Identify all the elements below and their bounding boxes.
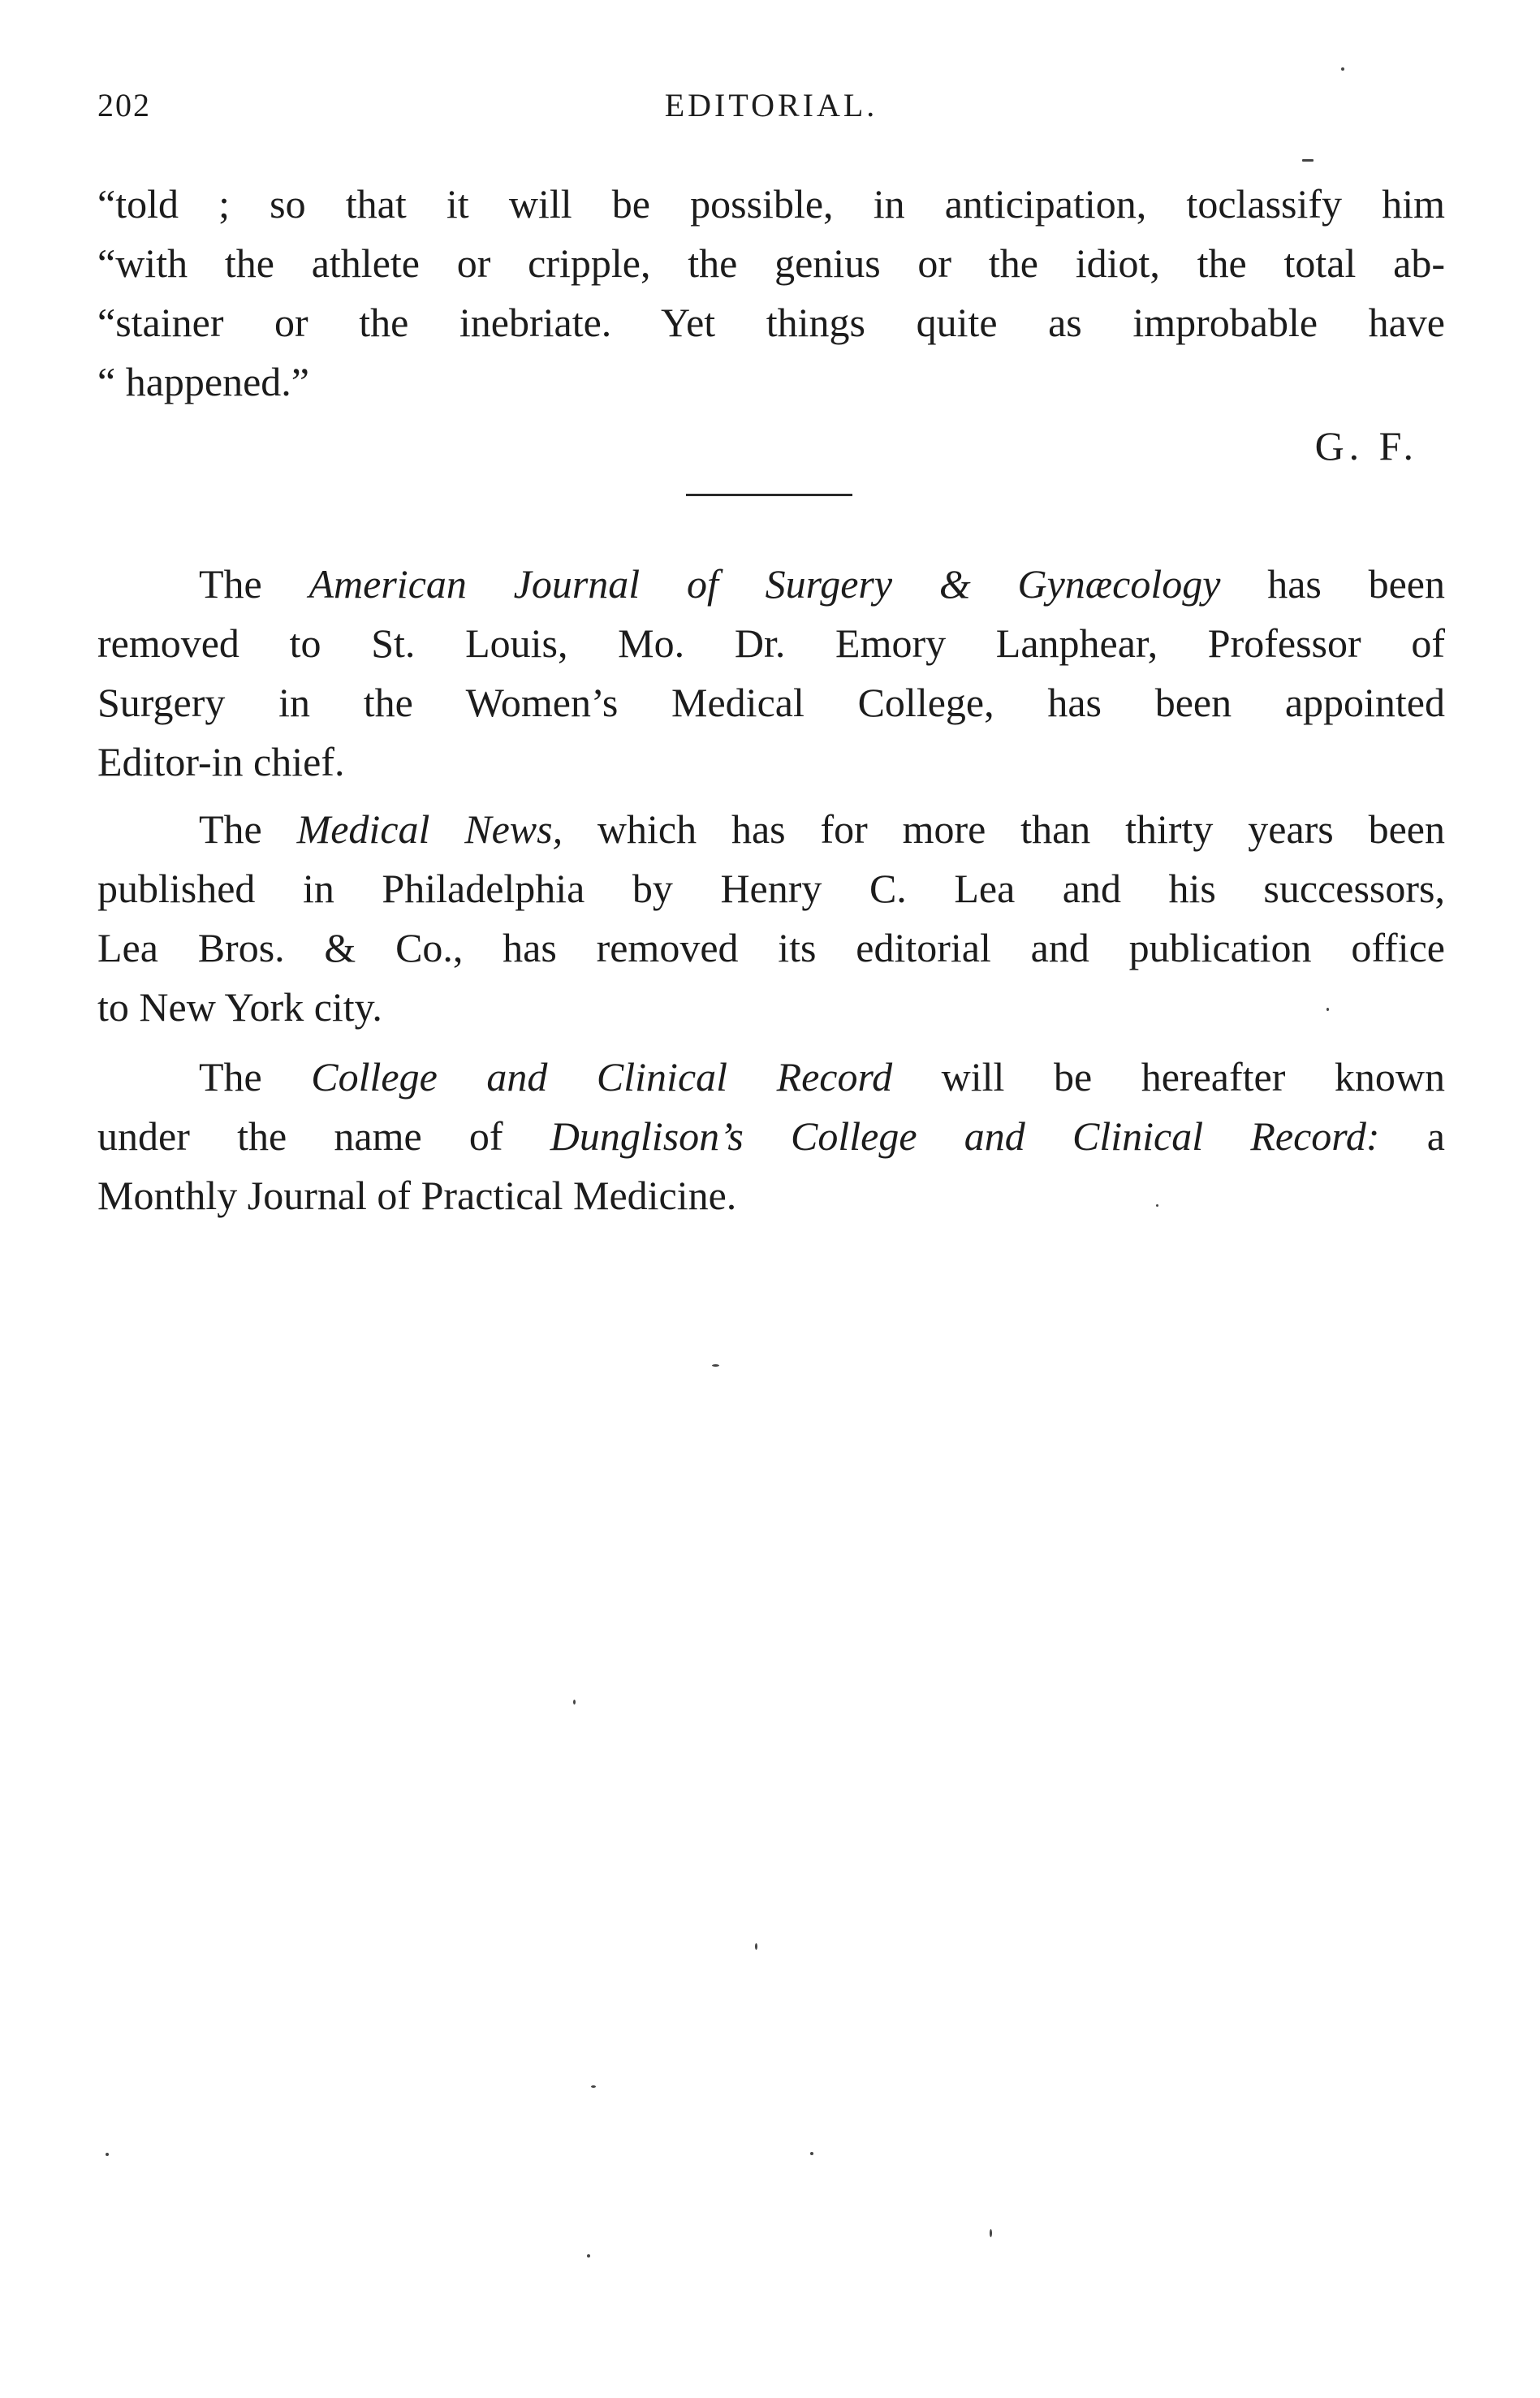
paragraph-line: Surgery in the Women’s Medical College, has been appointed <box>97 680 1445 725</box>
quote-line: “ happened.” <box>97 359 309 404</box>
scan-speck <box>591 2085 596 2088</box>
scan-speck <box>755 1943 757 1950</box>
paragraph-surgery-journal <box>97 555 1445 792</box>
quote-line: “stainer or the inebriate. Yet things quite as improbable have <box>97 300 1445 345</box>
scan-speck <box>587 2254 590 2258</box>
scan-speck <box>810 2152 813 2155</box>
scan-speck <box>712 1364 719 1367</box>
scan-speck <box>1326 1008 1329 1011</box>
quote-block <box>97 175 1445 412</box>
journal-title: Medical News, <box>296 806 563 852</box>
journal-title: College and Clinical Record <box>311 1054 893 1100</box>
paragraph-line: removed to St. Louis, Mo. Dr. Emory Lanphear, Professor of <box>97 620 1445 666</box>
quote-line: “with the athlete or cripple, the genius or the idiot, the total ab- <box>97 240 1445 286</box>
journal-title: American Journal of Surgery & Gynæcology <box>308 561 1221 607</box>
scan-speck <box>1156 1204 1158 1207</box>
scan-speck <box>1341 67 1344 71</box>
section-divider <box>686 494 852 496</box>
header-title: EDITORIAL. <box>664 87 878 123</box>
paragraph-line: under the name of Dunglison’s College and Clinical Record: a <box>97 1113 1445 1159</box>
paragraph-line: The Medical News, which has for more than thirty years been <box>199 806 1445 852</box>
scan-speck <box>1302 159 1314 162</box>
quote-line: “told ; so that it will be possible, in anticipation, toclassify him <box>97 181 1445 227</box>
journal-title: Dunglison’s College and Clinical Record: <box>550 1113 1380 1159</box>
scan-speck <box>573 1700 576 1705</box>
paragraph-line: to New York city. <box>97 984 382 1030</box>
paragraph-medical-news <box>97 800 1445 1037</box>
signature: G. F. <box>1314 423 1418 469</box>
paragraph-clinical-record <box>97 1048 1445 1225</box>
paragraph-line: Lea Bros. & Co., has removed its editorial and publication office <box>97 925 1445 970</box>
paragraph-line: Monthly Journal of Practical Medicine. <box>97 1173 737 1218</box>
paragraph-line: The American Journal of Surgery & Gynæcology has been <box>199 561 1445 607</box>
paragraph-line: Editor-in chief. <box>97 739 345 784</box>
paragraph-line: published in Philadelphia by Henry C. Lea and his successors, <box>97 866 1445 911</box>
running-head <box>97 86 1445 135</box>
scan-speck <box>106 2153 109 2156</box>
page-number: 202 <box>97 87 151 123</box>
scan-speck <box>990 2229 992 2237</box>
paragraph-line: The College and Clinical Record will be hereafter known <box>199 1054 1446 1100</box>
